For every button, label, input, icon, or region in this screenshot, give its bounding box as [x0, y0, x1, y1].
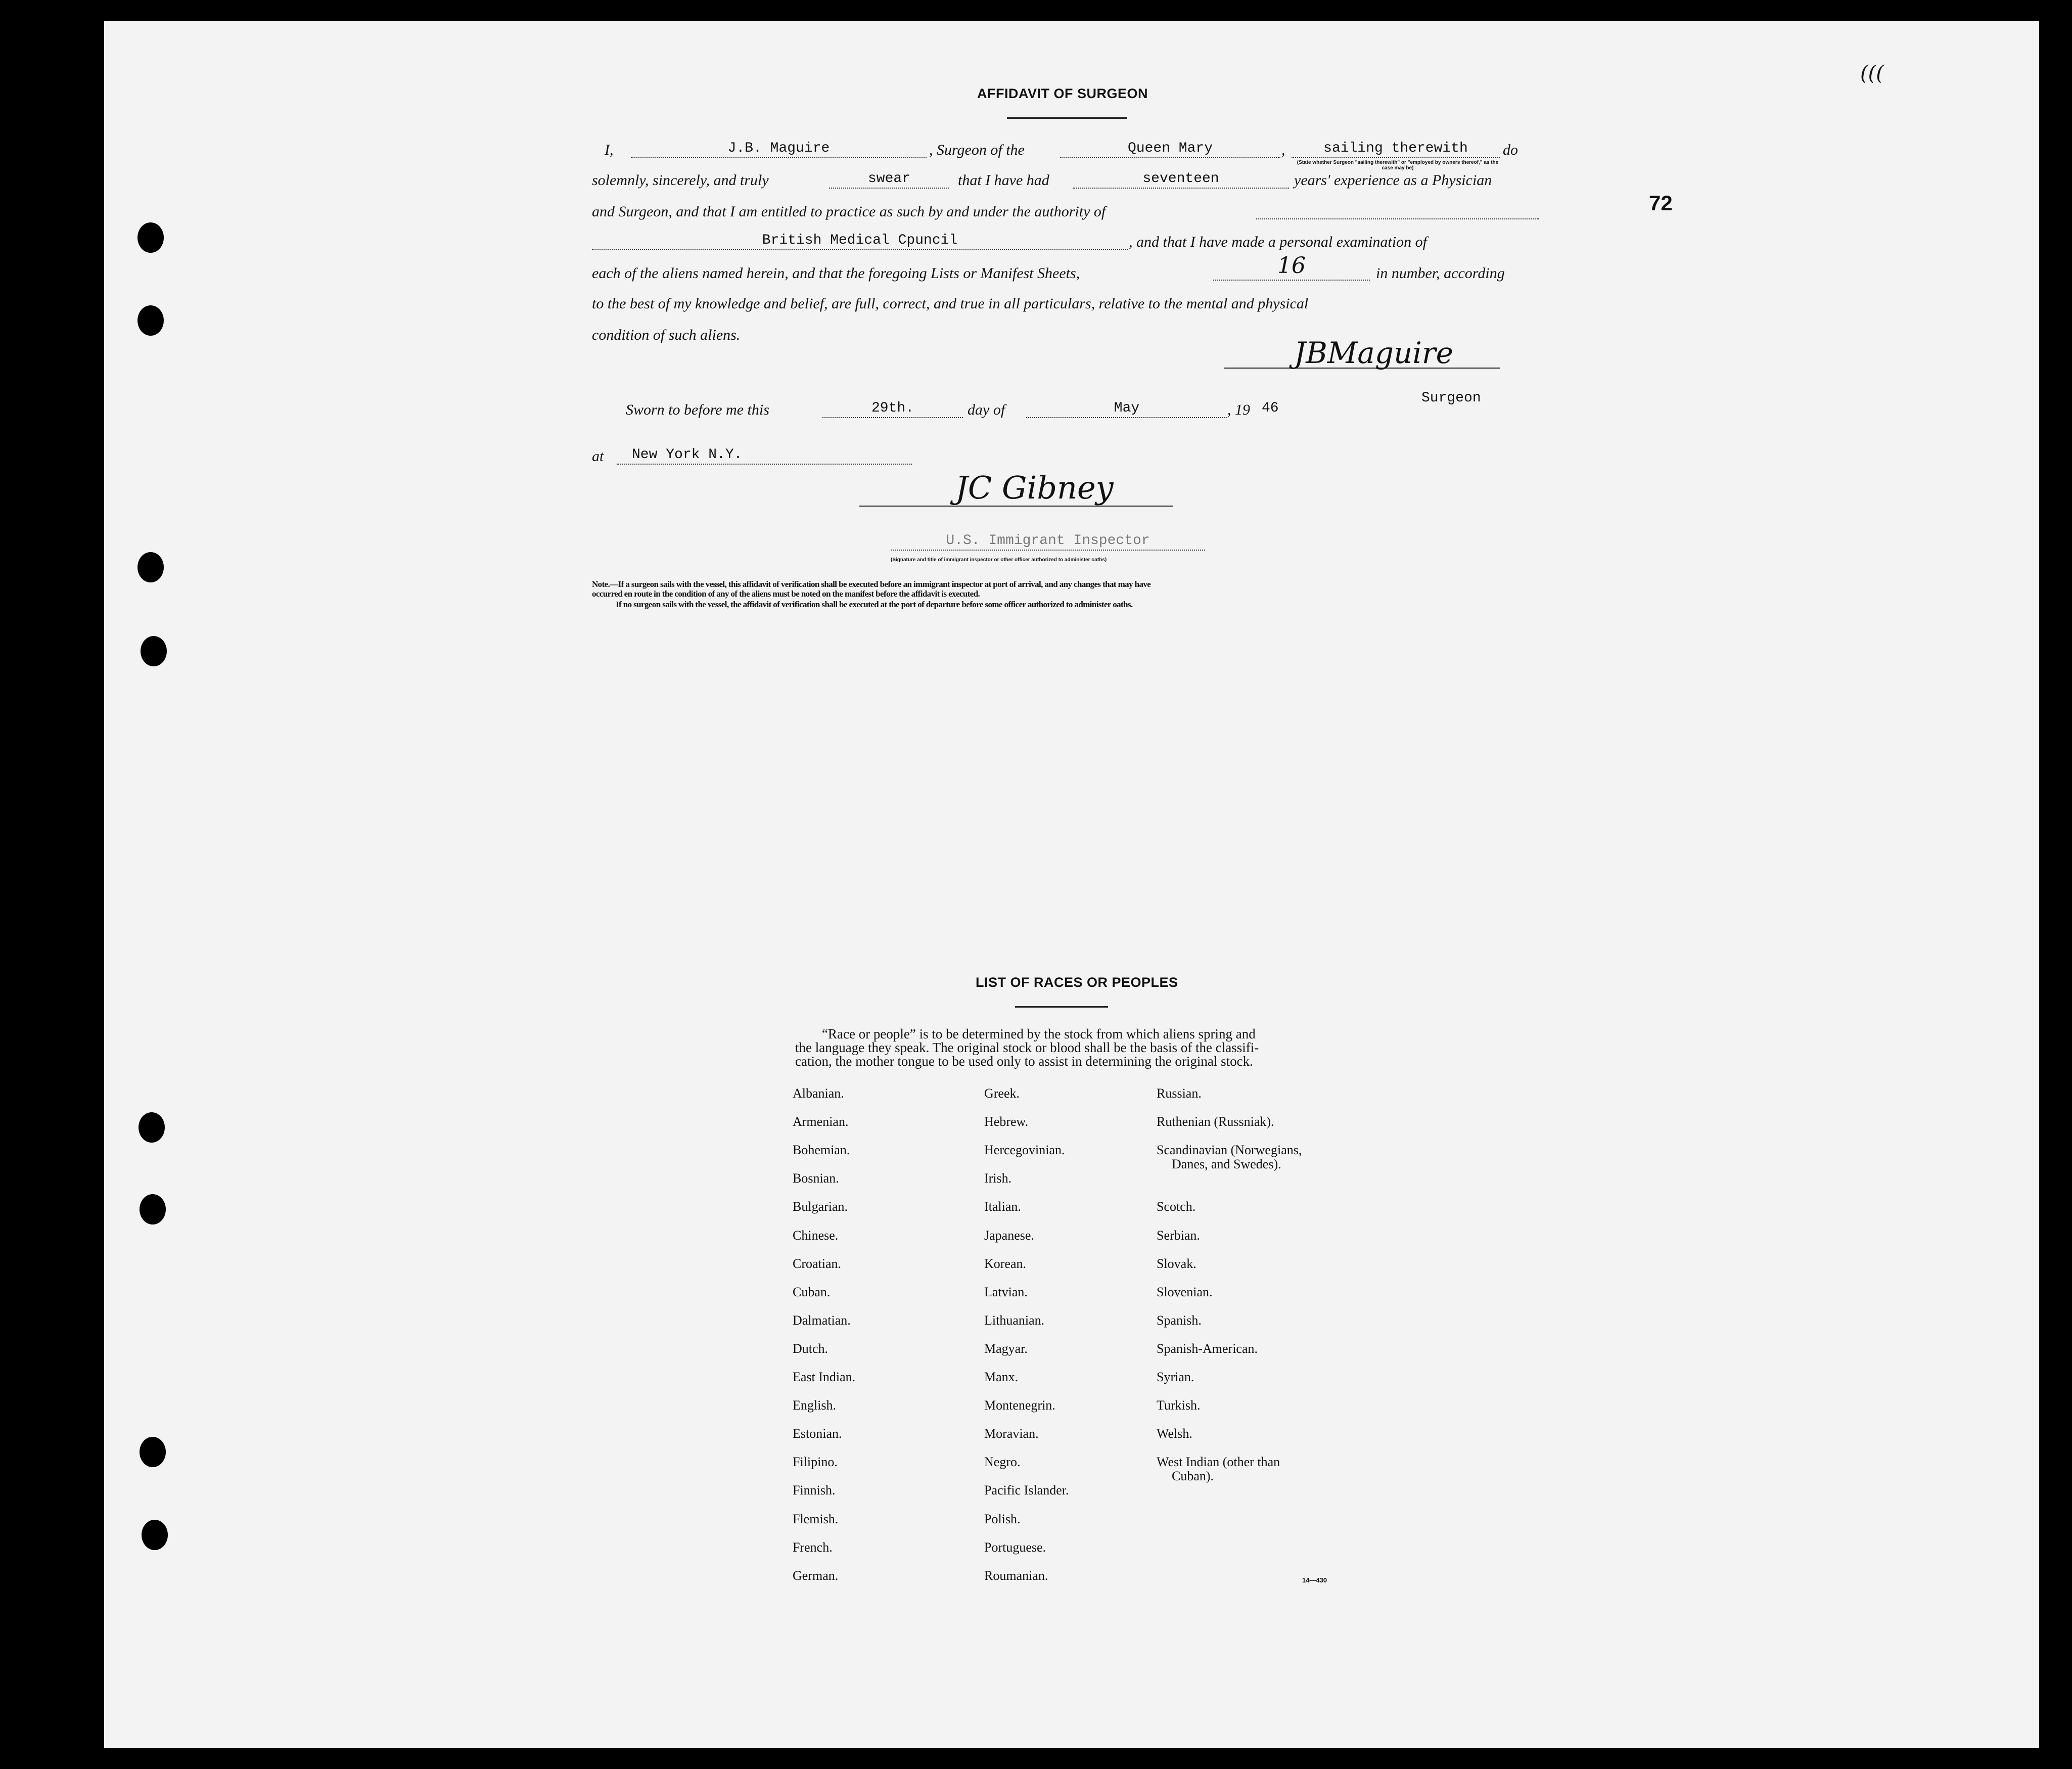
race-item: Danes, and Swedes).: [1172, 1157, 1281, 1172]
races-intro-line-1: “Race or people” is to be determined by the stock from which aliens spring and: [822, 1026, 1256, 1041]
race-item: Montenegrin.: [984, 1398, 1055, 1413]
text-to-the-best: to the best of my knowledge and belief, are full, correct, and true in all particulars, relative to the mental and physical: [592, 295, 1309, 312]
inspector-caption: (Signature and title of immigrant inspector or other officer authorized to administer oaths): [891, 557, 1107, 563]
corner-mark: (((: [1860, 62, 1884, 85]
race-item: English.: [793, 1398, 836, 1413]
binder-hole: [141, 636, 167, 666]
text-each-of: each of the aliens named herein, and that the foregoing Lists or Manifest Sheets,: [592, 265, 1080, 282]
authority-field: British Medical Cpuncil: [592, 233, 1128, 250]
affidavit-title: AFFIDAVIT OF SURGEON: [977, 86, 1148, 101]
text-at: at: [592, 448, 604, 465]
inspector-title-field: U.S. Immigrant Inspector: [891, 533, 1205, 551]
month-field: May: [1026, 400, 1227, 418]
race-item: Lithuanian.: [984, 1312, 1045, 1328]
race-item: Manx.: [984, 1370, 1019, 1384]
binder-hole: [139, 1112, 165, 1143]
race-item: Estonian.: [793, 1426, 842, 1441]
race-item: Armenian.: [793, 1114, 849, 1129]
page-number: 72: [1649, 191, 1673, 215]
race-item: Slovak.: [1157, 1256, 1196, 1271]
ship-name-field: Queen Mary: [1060, 141, 1280, 158]
text-sworn: Sworn to before me this: [626, 401, 769, 418]
race-item: Cuban).: [1172, 1469, 1214, 1484]
race-item: Syrian.: [1157, 1370, 1194, 1384]
text-in-number: in number, according: [1376, 265, 1505, 282]
race-item: East Indian.: [793, 1370, 856, 1384]
race-item: Turkish.: [1157, 1398, 1201, 1413]
race-item: Latvian.: [984, 1284, 1028, 1299]
race-item: Cuban.: [793, 1284, 831, 1299]
binder-hole: [140, 1437, 166, 1467]
binder-hole: [142, 1520, 168, 1550]
race-item: Scandinavian (Norwegians,: [1157, 1143, 1302, 1158]
title-underline: [1007, 117, 1127, 119]
binder-hole: [140, 1194, 166, 1224]
text-i: I,: [605, 142, 614, 158]
race-item: Slovenian.: [1157, 1284, 1213, 1299]
form-number: 14—430: [1302, 1576, 1327, 1584]
binder-hole: [137, 222, 164, 253]
sailing-hint: (State whether Surgeon "sailing therewith" or "employed by owners thereof," as the case may be): [1297, 160, 1499, 171]
surgeon-name-field: J.B. Maguire: [631, 141, 927, 158]
races-title-underline: [1015, 1006, 1108, 1008]
race-item: Russian.: [1157, 1086, 1202, 1101]
race-item: Portuguese.: [984, 1539, 1046, 1555]
race-item: Bosnian.: [793, 1171, 839, 1186]
oath-type-field: swear: [829, 171, 949, 189]
text-solemnly: solemnly, sincerely, and truly: [592, 172, 769, 189]
race-item: German.: [793, 1568, 839, 1583]
race-item: Irish.: [984, 1171, 1012, 1186]
race-item: Spanish.: [1157, 1312, 1202, 1328]
race-item: West Indian (other than: [1157, 1455, 1280, 1470]
race-item: Filipino.: [793, 1455, 838, 1470]
text-comma: ,: [1281, 142, 1285, 158]
race-item: Negro.: [984, 1455, 1021, 1470]
authority-blank: [1256, 203, 1539, 219]
inspector-signature: JC Gibney: [955, 469, 1114, 506]
text-day-of: day of: [968, 401, 1005, 418]
race-item: Dalmatian.: [793, 1312, 851, 1328]
race-item: Pacific Islander.: [984, 1483, 1069, 1498]
race-item: Hebrew.: [984, 1114, 1029, 1129]
race-item: Moravian.: [984, 1426, 1039, 1441]
note-line-1: Note.—If a surgeon sails with the vessel, this affidavit of verification shall be executed before an immigrant inspector at port of arrival, and any changes that may have: [592, 579, 1151, 589]
race-item: Albanian.: [793, 1086, 844, 1101]
race-item: Korean.: [984, 1256, 1027, 1271]
place-field: New York N.Y.: [617, 447, 912, 465]
race-item: French.: [793, 1539, 833, 1555]
race-item: Serbian.: [1157, 1228, 1200, 1243]
race-item: Hercegovinian.: [984, 1143, 1065, 1158]
races-intro-line-2: the language they speak. The original stock or blood shall be the basis of the classifi-: [795, 1040, 1259, 1055]
race-item: Roumanian.: [984, 1568, 1048, 1583]
race-item: Magyar.: [984, 1341, 1028, 1356]
races-title: LIST OF RACES OR PEOPLES: [976, 975, 1178, 990]
race-item: Japanese.: [984, 1228, 1034, 1243]
surgeon-label: Surgeon: [1421, 390, 1481, 406]
race-item: Ruthenian (Russniak).: [1157, 1114, 1274, 1129]
race-item: Spanish-American.: [1157, 1341, 1258, 1356]
text-personal-exam: , and that I have made a personal examination of: [1129, 234, 1427, 250]
day-field: 29th.: [822, 400, 963, 418]
race-item: Polish.: [984, 1511, 1021, 1526]
race-item: Finnish.: [793, 1483, 836, 1498]
text-do: do: [1503, 142, 1518, 158]
text-years-experience: years' experience as a Physician: [1294, 172, 1492, 189]
sheets-count-field: 16: [1213, 253, 1370, 281]
text-that-i-have-had: that I have had: [958, 172, 1049, 189]
race-item: Italian.: [984, 1199, 1021, 1214]
race-item: Greek.: [984, 1086, 1020, 1101]
text-and-surgeon: and Surgeon, and that I am entitled to practice as such by and under the authority of: [592, 203, 1106, 220]
race-item: Croatian.: [793, 1256, 842, 1271]
years-experience-field: seventeen: [1073, 171, 1289, 189]
note-line-3: If no surgeon sails with the vessel, the affidavit of verification shall be executed at the port of departure before some officer authorized to administer oaths.: [616, 600, 1133, 609]
race-item: Chinese.: [793, 1228, 839, 1243]
race-item: Bulgarian.: [793, 1199, 848, 1214]
binder-hole: [137, 552, 164, 582]
sailing-status-field: sailing therewith: [1292, 141, 1500, 158]
races-intro-line-3: cation, the mother tongue to be used only to assist in determining the original stock.: [795, 1054, 1253, 1069]
race-item: Flemish.: [793, 1511, 839, 1526]
note-line-2: occurred en route in the condition of any of the aliens must be noted on the manifest before the affidavit is executed.: [592, 589, 980, 599]
text-condition: condition of such aliens.: [592, 327, 741, 343]
race-item: Dutch.: [793, 1341, 828, 1356]
year-field: 46: [1262, 400, 1279, 416]
race-item: Scotch.: [1157, 1199, 1196, 1214]
race-item: Bohemian.: [793, 1143, 850, 1158]
binder-hole: [137, 305, 164, 336]
surgeon-signature: JBMaguire: [1294, 336, 1453, 370]
race-item: Welsh.: [1157, 1426, 1192, 1441]
text-surgeon-of-the: , Surgeon of the: [929, 142, 1025, 158]
text-year-prefix: , 19: [1227, 401, 1250, 418]
